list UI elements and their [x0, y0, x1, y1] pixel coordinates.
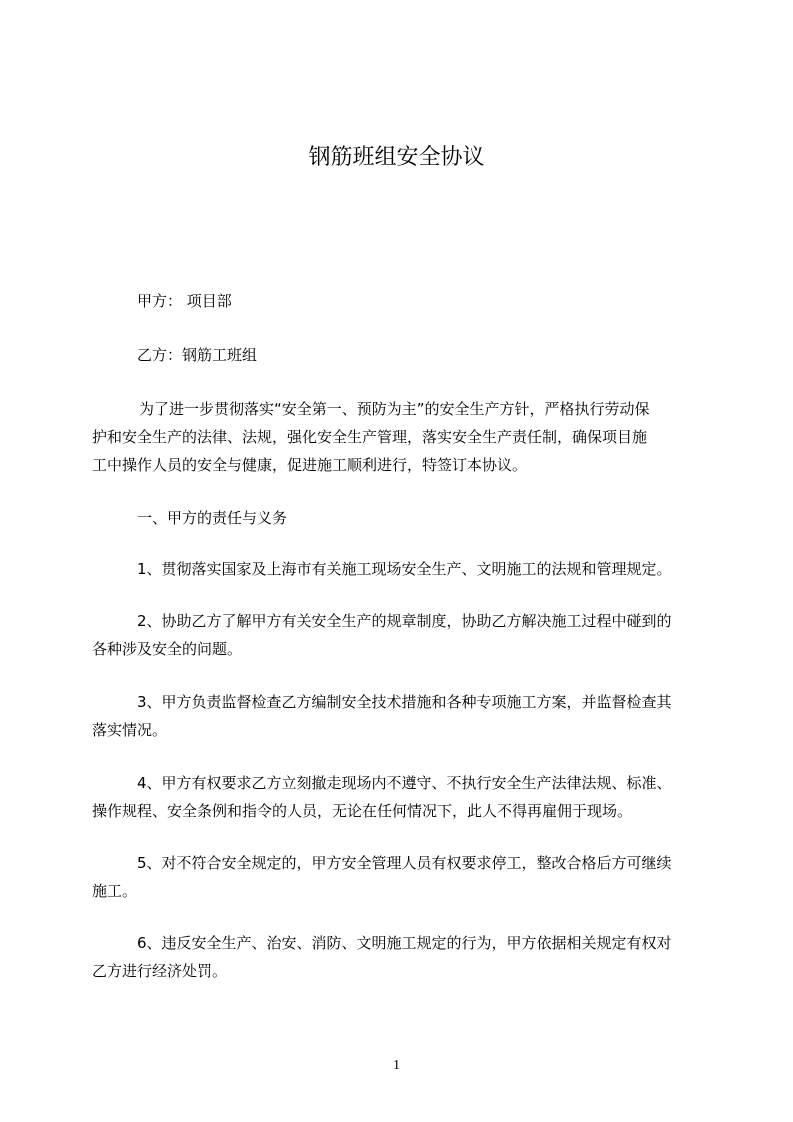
- clause-6-line-2: 乙方进行经济处罚。: [92, 962, 228, 980]
- section-heading: 一、甲方的责任与义务: [137, 509, 288, 527]
- clause-6-line-1: 6、违反安全生产、治安、消防、文明施工规定的行为，甲方依据相关规定有权对: [137, 934, 672, 952]
- page-number: 1: [393, 1058, 400, 1073]
- party-b-line: 乙方：钢筋工班组: [137, 346, 258, 364]
- clause-3-line-1: 3、甲方负责监督检查乙方编制安全技术措施和各种专项施工方案，并监督检查其: [137, 693, 672, 711]
- intro-line-3: 工中操作人员的安全与健康，促进施工顺利进行，特签订本协议。: [92, 456, 528, 474]
- intro-line-2: 护和安全生产的法律、法规，强化安全生产管理，落实安全生产责任制，确保项目施: [92, 428, 648, 446]
- intro-line-1: 为了进一步贯彻落实“安全第一、预防为主”的安全生产方针，严格执行劳动保: [139, 400, 650, 418]
- clause-4-line-1: 4、甲方有权要求乙方立刻撤走现场内不遵守、不执行安全生产法律法规、标准、: [137, 774, 672, 792]
- party-a-line: 甲方： 项目部: [137, 292, 232, 310]
- clause-5-line-2: 施工。: [92, 882, 138, 900]
- clause-4-line-2: 操作规程、安全条例和指令的人员，无论在任何情况下，此人不得再雇佣于现场。: [92, 802, 633, 820]
- clause-1-line-1: 1、贯彻落实国家及上海市有关施工现场安全生产、文明施工的法规和管理规定。: [137, 560, 672, 578]
- clause-2-line-2: 各种涉及安全的问题。: [92, 640, 243, 658]
- clause-3-line-2: 落实情况。: [92, 721, 168, 739]
- document-title: 钢筋班组安全协议: [308, 145, 485, 170]
- clause-5-line-1: 5、对不符合安全规定的，甲方安全管理人员有权要求停工，整改合格后方可继续: [137, 854, 672, 872]
- clause-2-line-1: 2、协助乙方了解甲方有关安全生产的规章制度，协助乙方解决施工过程中碰到的: [137, 612, 672, 630]
